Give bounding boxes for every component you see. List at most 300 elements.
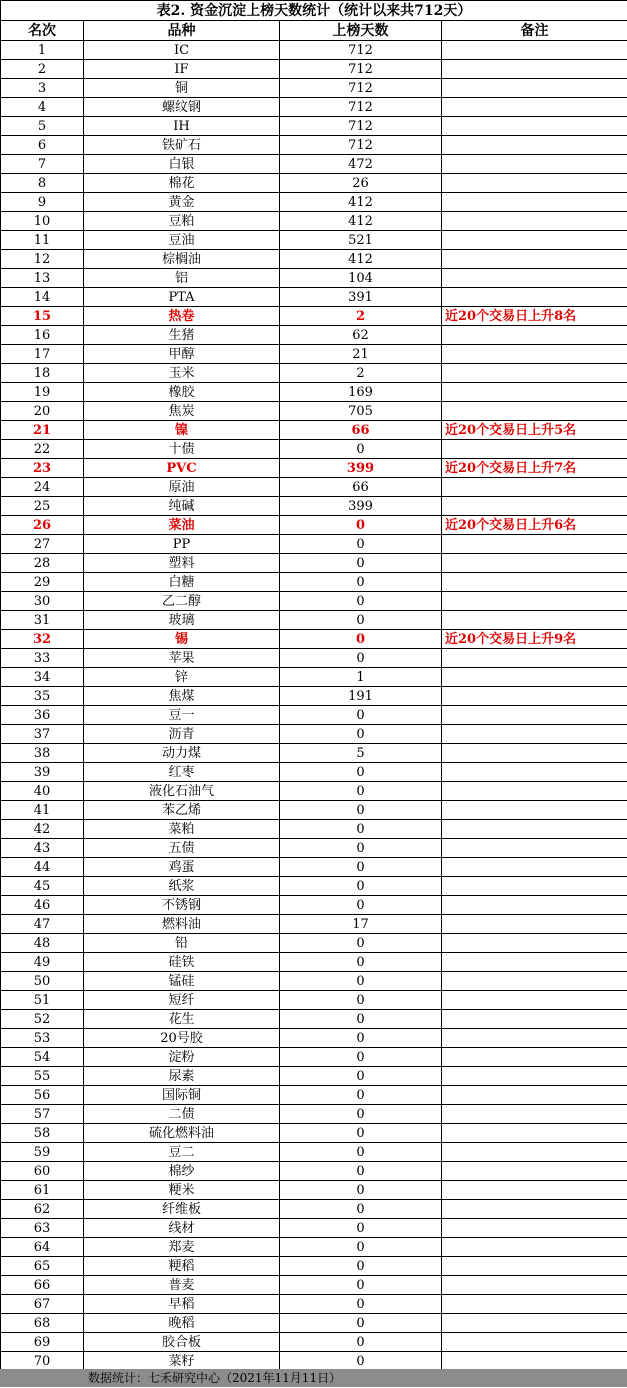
table-row	[1, 1257, 627, 1276]
cell-note	[442, 687, 627, 706]
table-row	[1, 782, 627, 801]
cell-variety: 胶合板	[84, 1333, 280, 1352]
cell-variety: 20号胶	[84, 1029, 280, 1048]
cell-variety: 黄金	[84, 193, 280, 212]
cell-variety: 淀粉	[84, 1048, 280, 1067]
cell-days: 712	[280, 136, 442, 155]
cell-days: 66	[280, 421, 442, 440]
cell-variety: 普麦	[84, 1276, 280, 1295]
cell-variety: 铜	[84, 79, 280, 98]
cell-note	[442, 535, 627, 554]
cell-variety: 玻璃	[84, 611, 280, 630]
cell-variety: 五债	[84, 839, 280, 858]
cell-days: 0	[280, 858, 442, 877]
cell-variety: 纤维板	[84, 1200, 280, 1219]
cell-rank: 41	[1, 801, 84, 820]
cell-days: 412	[280, 212, 442, 231]
cell-note	[442, 1333, 627, 1352]
cell-note: 近20个交易日上升6名	[442, 516, 627, 535]
cell-days: 169	[280, 383, 442, 402]
cell-days: 0	[280, 440, 442, 459]
cell-variety: 塑料	[84, 554, 280, 573]
cell-variety: 甲醇	[84, 345, 280, 364]
cell-variety: PVC	[84, 459, 280, 478]
cell-note	[442, 820, 627, 839]
table-row	[1, 1048, 627, 1067]
cell-note	[442, 649, 627, 668]
cell-variety: 菜籽	[84, 1352, 280, 1371]
cell-variety: 国际铜	[84, 1086, 280, 1105]
cell-variety: 硅铁	[84, 953, 280, 972]
table-row	[1, 801, 627, 820]
cell-variety: 动力煤	[84, 744, 280, 763]
cell-variety: 棕榈油	[84, 250, 280, 269]
cell-variety: 铁矿石	[84, 136, 280, 155]
table-row	[1, 1219, 627, 1238]
table-row	[1, 554, 627, 573]
cell-rank: 69	[1, 1333, 84, 1352]
cell-rank: 54	[1, 1048, 84, 1067]
cell-days: 0	[280, 839, 442, 858]
table-row	[1, 668, 627, 687]
cell-days: 0	[280, 1219, 442, 1238]
cell-variety: 玉米	[84, 364, 280, 383]
cell-variety: 短纤	[84, 991, 280, 1010]
cell-days: 0	[280, 820, 442, 839]
cell-days: 712	[280, 60, 442, 79]
cell-variety: 苯乙烯	[84, 801, 280, 820]
cell-rank: 9	[1, 193, 84, 212]
cell-rank: 57	[1, 1105, 84, 1124]
cell-variety: 纯碱	[84, 497, 280, 516]
table-row	[1, 1029, 627, 1048]
cell-rank: 22	[1, 440, 84, 459]
cell-rank: 31	[1, 611, 84, 630]
table-row	[1, 1086, 627, 1105]
cell-rank: 62	[1, 1200, 84, 1219]
cell-variety: 菜油	[84, 516, 280, 535]
cell-rank: 44	[1, 858, 84, 877]
cell-note	[442, 364, 627, 383]
cell-note	[442, 763, 627, 782]
cell-variety: 纸浆	[84, 877, 280, 896]
cell-rank: 23	[1, 459, 84, 478]
cell-days: 391	[280, 288, 442, 307]
cell-note	[442, 117, 627, 136]
cell-rank: 63	[1, 1219, 84, 1238]
cell-rank: 35	[1, 687, 84, 706]
table-row	[1, 383, 627, 402]
table-row	[1, 440, 627, 459]
cell-days: 0	[280, 953, 442, 972]
cell-rank: 14	[1, 288, 84, 307]
cell-days: 0	[280, 782, 442, 801]
cell-days: 21	[280, 345, 442, 364]
cell-variety: 苹果	[84, 649, 280, 668]
table-row	[1, 763, 627, 782]
cell-rank: 21	[1, 421, 84, 440]
cell-rank: 10	[1, 212, 84, 231]
table-title-row	[1, 1, 627, 21]
cell-days: 412	[280, 193, 442, 212]
table-row	[1, 877, 627, 896]
cell-variety: 棉花	[84, 174, 280, 193]
cell-days: 0	[280, 1352, 442, 1371]
cell-days: 0	[280, 573, 442, 592]
table-row	[1, 725, 627, 744]
cell-note	[442, 1010, 627, 1029]
cell-rank: 66	[1, 1276, 84, 1295]
cell-days: 2	[280, 364, 442, 383]
table-row	[1, 972, 627, 991]
table-row	[1, 345, 627, 364]
footer-source: 数据统计：七禾研究中心（2021年11月11日）	[88, 1371, 342, 1385]
cell-variety: 晚稻	[84, 1314, 280, 1333]
cell-rank: 42	[1, 820, 84, 839]
cell-note	[442, 592, 627, 611]
cell-rank: 61	[1, 1181, 84, 1200]
cell-variety: 热卷	[84, 307, 280, 326]
cell-note	[442, 1200, 627, 1219]
cell-rank: 58	[1, 1124, 84, 1143]
table-row	[1, 516, 627, 535]
cell-note	[442, 1257, 627, 1276]
table-row	[1, 934, 627, 953]
cell-days: 0	[280, 1143, 442, 1162]
cell-rank: 7	[1, 155, 84, 174]
cell-days: 0	[280, 1276, 442, 1295]
cell-rank: 70	[1, 1352, 84, 1371]
cell-rank: 16	[1, 326, 84, 345]
cell-days: 472	[280, 155, 442, 174]
cell-variety: IH	[84, 117, 280, 136]
table-row	[1, 649, 627, 668]
cell-rank: 13	[1, 269, 84, 288]
table-row	[1, 98, 627, 117]
cell-note	[442, 877, 627, 896]
cell-days: 0	[280, 1086, 442, 1105]
cell-note	[442, 801, 627, 820]
cell-days: 0	[280, 706, 442, 725]
table-row	[1, 1352, 627, 1371]
cell-note	[442, 497, 627, 516]
table-row	[1, 1295, 627, 1314]
cell-days: 0	[280, 934, 442, 953]
cell-note	[442, 896, 627, 915]
table-row	[1, 1105, 627, 1124]
cell-note	[442, 1143, 627, 1162]
cell-note	[442, 98, 627, 117]
cell-rank: 8	[1, 174, 84, 193]
table-row	[1, 174, 627, 193]
table-row	[1, 269, 627, 288]
cell-note	[442, 174, 627, 193]
cell-rank: 18	[1, 364, 84, 383]
table-row	[1, 915, 627, 934]
cell-rank: 26	[1, 516, 84, 535]
cell-rank: 36	[1, 706, 84, 725]
cell-note	[442, 706, 627, 725]
cell-note	[442, 782, 627, 801]
cell-days: 0	[280, 1333, 442, 1352]
cell-variety: 不锈钢	[84, 896, 280, 915]
cell-variety: 粳米	[84, 1181, 280, 1200]
cell-variety: IF	[84, 60, 280, 79]
table-row	[1, 231, 627, 250]
cell-variety: 菜粕	[84, 820, 280, 839]
cell-note	[442, 41, 627, 60]
table-row	[1, 839, 627, 858]
cell-rank: 1	[1, 41, 84, 60]
cell-note	[442, 60, 627, 79]
table-row	[1, 60, 627, 79]
cell-rank: 34	[1, 668, 84, 687]
table-row	[1, 820, 627, 839]
cell-note	[442, 1124, 627, 1143]
cell-rank: 53	[1, 1029, 84, 1048]
cell-variety: 豆粕	[84, 212, 280, 231]
cell-variety: 早稻	[84, 1295, 280, 1314]
cell-note	[442, 212, 627, 231]
cell-variety: 豆一	[84, 706, 280, 725]
cell-note	[442, 573, 627, 592]
cell-note	[442, 136, 627, 155]
cell-variety: 橡胶	[84, 383, 280, 402]
cell-note	[442, 1238, 627, 1257]
cell-note	[442, 250, 627, 269]
table-row	[1, 41, 627, 60]
table-row	[1, 155, 627, 174]
cell-note	[442, 1295, 627, 1314]
cell-note	[442, 1181, 627, 1200]
table-row	[1, 1181, 627, 1200]
cell-rank: 38	[1, 744, 84, 763]
cell-note	[442, 953, 627, 972]
table-row	[1, 1162, 627, 1181]
table-row	[1, 421, 627, 440]
cell-variety: 花生	[84, 1010, 280, 1029]
cell-days: 399	[280, 459, 442, 478]
cell-variety: IC	[84, 41, 280, 60]
cell-note	[442, 934, 627, 953]
cell-variety: 铝	[84, 269, 280, 288]
cell-rank: 2	[1, 60, 84, 79]
cell-rank: 25	[1, 497, 84, 516]
table-row	[1, 1276, 627, 1295]
cell-variety: 生猪	[84, 326, 280, 345]
cell-note	[442, 915, 627, 934]
cell-note	[442, 1048, 627, 1067]
cell-days: 0	[280, 763, 442, 782]
cell-rank: 49	[1, 953, 84, 972]
cell-note	[442, 326, 627, 345]
cell-days: 0	[280, 592, 442, 611]
cell-rank: 32	[1, 630, 84, 649]
cell-rank: 20	[1, 402, 84, 421]
table-row	[1, 1200, 627, 1219]
cell-days: 0	[280, 1295, 442, 1314]
header-days: 上榜天数	[280, 21, 442, 41]
cell-variety: 铅	[84, 934, 280, 953]
cell-rank: 64	[1, 1238, 84, 1257]
cell-days: 0	[280, 972, 442, 991]
cell-rank: 4	[1, 98, 84, 117]
cell-variety: 乙二醇	[84, 592, 280, 611]
cell-days: 0	[280, 1029, 442, 1048]
cell-rank: 5	[1, 117, 84, 136]
table-row	[1, 1143, 627, 1162]
cell-days: 0	[280, 725, 442, 744]
cell-rank: 67	[1, 1295, 84, 1314]
cell-days: 62	[280, 326, 442, 345]
cell-rank: 55	[1, 1067, 84, 1086]
cell-days: 712	[280, 117, 442, 136]
cell-rank: 12	[1, 250, 84, 269]
cell-note	[442, 478, 627, 497]
cell-variety: 白糖	[84, 573, 280, 592]
table-row	[1, 212, 627, 231]
cell-note	[442, 1105, 627, 1124]
cell-days: 2	[280, 307, 442, 326]
cell-rank: 17	[1, 345, 84, 364]
table-row	[1, 307, 627, 326]
table-row	[1, 535, 627, 554]
table-header-row	[1, 21, 627, 41]
cell-variety: 郑麦	[84, 1238, 280, 1257]
cell-rank: 60	[1, 1162, 84, 1181]
table-title: 表2. 资金沉淀上榜天数统计（统计以来共712天）	[1, 1, 627, 21]
cell-variety: 焦炭	[84, 402, 280, 421]
cell-note	[442, 1067, 627, 1086]
header-variety: 品种	[84, 21, 280, 41]
cell-days: 0	[280, 1162, 442, 1181]
table-row	[1, 706, 627, 725]
cell-days: 412	[280, 250, 442, 269]
cell-variety: 尿素	[84, 1067, 280, 1086]
cell-days: 66	[280, 478, 442, 497]
cell-note: 近20个交易日上升5名	[442, 421, 627, 440]
table-row	[1, 136, 627, 155]
cell-rank: 51	[1, 991, 84, 1010]
cell-variety: 二债	[84, 1105, 280, 1124]
cell-note	[442, 440, 627, 459]
table-row	[1, 953, 627, 972]
cell-days: 0	[280, 1314, 442, 1333]
cell-variety: 十债	[84, 440, 280, 459]
table-row	[1, 991, 627, 1010]
cell-days: 705	[280, 402, 442, 421]
cell-note	[442, 1162, 627, 1181]
cell-note	[442, 269, 627, 288]
cell-note: 近20个交易日上升8名	[442, 307, 627, 326]
table-row	[1, 117, 627, 136]
cell-days: 1	[280, 668, 442, 687]
cell-days: 191	[280, 687, 442, 706]
cell-days: 521	[280, 231, 442, 250]
table-row	[1, 79, 627, 98]
cell-variety: 豆油	[84, 231, 280, 250]
cell-rank: 39	[1, 763, 84, 782]
cell-days: 0	[280, 991, 442, 1010]
cell-note	[442, 79, 627, 98]
cell-rank: 46	[1, 896, 84, 915]
cell-rank: 59	[1, 1143, 84, 1162]
cell-days: 0	[280, 516, 442, 535]
cell-days: 0	[280, 1181, 442, 1200]
cell-days: 0	[280, 1238, 442, 1257]
table-row	[1, 611, 627, 630]
table-row	[1, 630, 627, 649]
table-row	[1, 364, 627, 383]
cell-note: 近20个交易日上升9名	[442, 630, 627, 649]
table-row	[1, 1314, 627, 1333]
cell-variety: 棉纱	[84, 1162, 280, 1181]
cell-days: 0	[280, 801, 442, 820]
cell-rank: 11	[1, 231, 84, 250]
cell-note	[442, 1086, 627, 1105]
cell-variety: 锡	[84, 630, 280, 649]
cell-days: 712	[280, 98, 442, 117]
cell-note	[442, 288, 627, 307]
cell-note	[442, 725, 627, 744]
table-row	[1, 497, 627, 516]
table-row	[1, 193, 627, 212]
footer-bar	[0, 1369, 627, 1387]
cell-rank: 24	[1, 478, 84, 497]
cell-note	[442, 1219, 627, 1238]
cell-days: 104	[280, 269, 442, 288]
cell-note	[442, 972, 627, 991]
cell-days: 0	[280, 554, 442, 573]
cell-rank: 28	[1, 554, 84, 573]
cell-variety: 焦煤	[84, 687, 280, 706]
cell-note	[442, 839, 627, 858]
cell-variety: 硫化燃料油	[84, 1124, 280, 1143]
cell-variety: 锌	[84, 668, 280, 687]
table-row	[1, 459, 627, 478]
cell-days: 0	[280, 1067, 442, 1086]
cell-rank: 45	[1, 877, 84, 896]
cell-days: 712	[280, 41, 442, 60]
cell-variety: 鸡蛋	[84, 858, 280, 877]
cell-note	[442, 1314, 627, 1333]
cell-rank: 65	[1, 1257, 84, 1276]
cell-variety: 沥青	[84, 725, 280, 744]
cell-note	[442, 193, 627, 212]
cell-days: 0	[280, 1124, 442, 1143]
cell-rank: 47	[1, 915, 84, 934]
table-row	[1, 1124, 627, 1143]
cell-note	[442, 991, 627, 1010]
cell-days: 26	[280, 174, 442, 193]
cell-note	[442, 402, 627, 421]
cell-days: 712	[280, 79, 442, 98]
table-row	[1, 687, 627, 706]
cell-variety: 原油	[84, 478, 280, 497]
cell-note	[442, 155, 627, 174]
cell-rank: 40	[1, 782, 84, 801]
cell-note	[442, 1029, 627, 1048]
cell-days: 17	[280, 915, 442, 934]
cell-note	[442, 668, 627, 687]
table-row	[1, 1333, 627, 1352]
cell-rank: 6	[1, 136, 84, 155]
cell-days: 0	[280, 611, 442, 630]
cell-days: 0	[280, 1048, 442, 1067]
cell-days: 0	[280, 630, 442, 649]
cell-variety: 燃料油	[84, 915, 280, 934]
cell-days: 0	[280, 877, 442, 896]
